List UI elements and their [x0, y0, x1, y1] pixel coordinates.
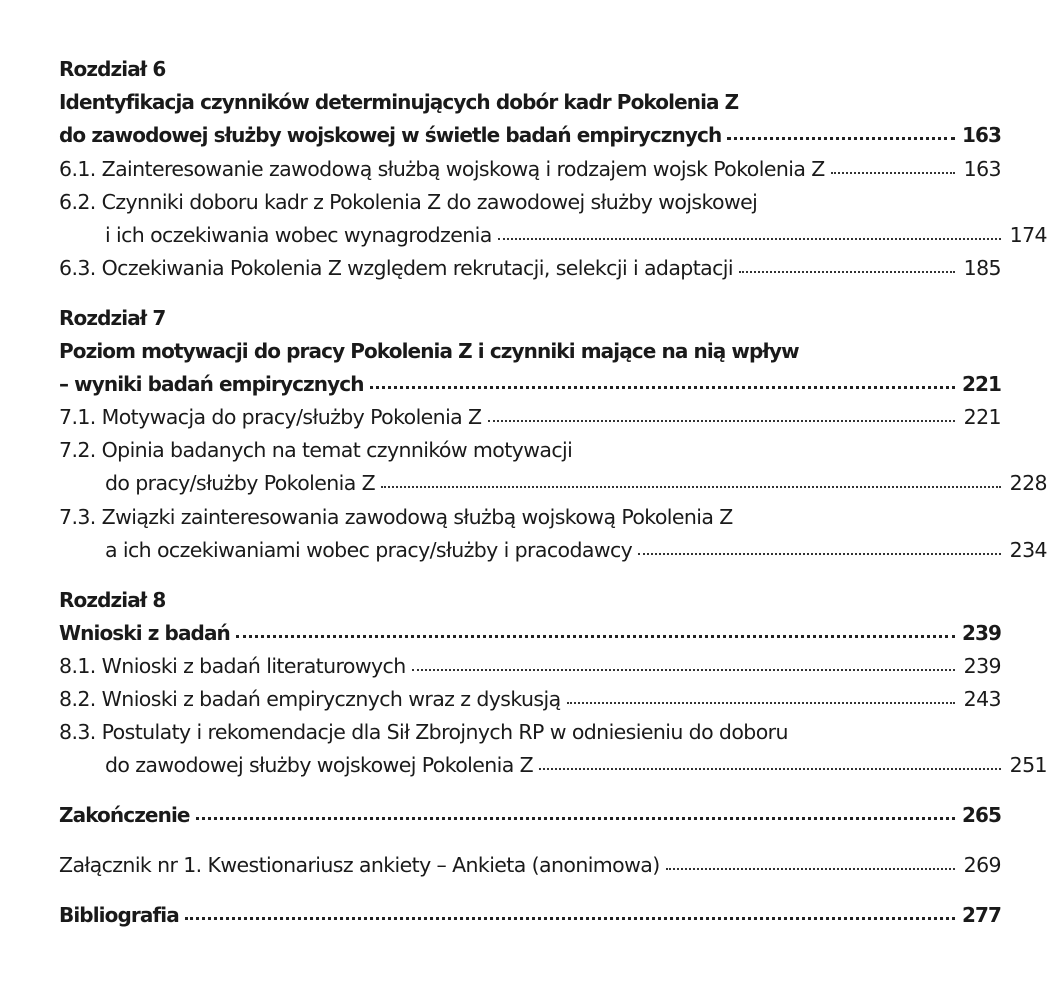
page-number: 221 — [963, 405, 1001, 429]
page-number: 221 — [961, 372, 1001, 396]
dot-leader — [381, 480, 1001, 488]
page-number: 163 — [963, 157, 1001, 181]
chapter-title: Identyfikacja czynników determinujących dobór kadr Pokolenia Z — [59, 90, 739, 114]
dot-leader — [185, 911, 955, 920]
section-entry-continuation[interactable]: do zawodowej służby wojskowej Pokolenia Z 251 — [105, 753, 1047, 777]
dot-leader — [196, 811, 955, 820]
section-number: 7.3. — [59, 505, 96, 529]
dot-leader — [539, 762, 1001, 770]
section-entry-continuation[interactable]: a ich oczekiwaniami wobec pracy/służby i pracodawcy 234 — [105, 538, 1047, 562]
dot-leader — [498, 232, 1001, 240]
dot-leader — [370, 380, 955, 389]
dot-leader — [831, 166, 955, 174]
bibliography-entry[interactable]: Bibliografia 277 — [59, 903, 1001, 927]
section-entry[interactable]: 6.3. Oczekiwania Pokolenia Z względem rekrutacji, selekcji i adaptacji 185 — [59, 256, 1001, 280]
page-number: 269 — [963, 853, 1001, 877]
dot-leader — [567, 696, 955, 704]
section-number: 7.2. — [59, 438, 96, 462]
dot-leader — [739, 265, 955, 273]
page-number: 234 — [1009, 538, 1047, 562]
chapter-title: Poziom motywacji do pracy Pokolenia Z i czynniki mające na nią wpływ — [59, 339, 799, 363]
dot-leader — [727, 131, 955, 140]
section-entry-continuation[interactable]: i ich oczekiwania wobec wynagrodzenia 174 — [105, 223, 1047, 247]
ending-entry[interactable]: Zakończenie 265 — [59, 803, 1001, 827]
section-entry-continuation[interactable]: do pracy/służby Pokolenia Z 228 — [105, 471, 1047, 495]
page-number: 185 — [963, 256, 1001, 280]
page-number: 243 — [963, 687, 1001, 711]
page-number: 228 — [1009, 471, 1047, 495]
section-entry[interactable]: 8.1. Wnioski z badań literaturowych 239 — [59, 654, 1001, 678]
section-number: 6.1. — [59, 157, 96, 181]
section-entry[interactable]: 7.1. Motywacja do pracy/służby Pokolenia Z 221 — [59, 405, 1001, 429]
section-number: 7.1. — [59, 405, 96, 429]
chapter-label: Rozdział 6 — [59, 57, 166, 81]
page-number: 174 — [1009, 223, 1047, 247]
section-entry[interactable]: 6.2. Czynniki doboru kadr z Pokolenia Z do zawodowej służby wojskowej — [59, 190, 758, 214]
chapter-title-entry[interactable]: do zawodowej służby wojskowej w świetle badań empirycznych 163 — [59, 123, 1001, 147]
page-number: 239 — [963, 654, 1001, 678]
page-number: 239 — [961, 621, 1001, 645]
dot-leader — [488, 414, 956, 422]
chapter-title-entry[interactable]: – wyniki badań empirycznych 221 — [59, 372, 1001, 396]
page-number: 251 — [1009, 753, 1047, 777]
section-entry[interactable]: 8.3. Postulaty i rekomendacje dla Sił Zbrojnych RP w odniesieniu do doboru — [59, 720, 788, 744]
chapter-label: Rozdział 8 — [59, 588, 166, 612]
dot-leader — [236, 629, 955, 638]
section-number: 8.1. — [59, 654, 96, 678]
section-number: 8.2. — [59, 687, 96, 711]
dot-leader — [666, 862, 955, 870]
dot-leader — [638, 547, 1001, 555]
section-entry[interactable]: 7.2. Opinia badanych na temat czynników motywacji — [59, 438, 573, 462]
dot-leader — [412, 663, 955, 671]
chapter-label: Rozdział 7 — [59, 306, 166, 330]
section-entry[interactable]: 7.3. Związki zainteresowania zawodową służbą wojskową Pokolenia Z — [59, 505, 733, 529]
section-number: 8.3. — [59, 720, 96, 744]
page-number: 163 — [961, 123, 1001, 147]
chapter-title-entry[interactable]: Wnioski z badań 239 — [59, 621, 1001, 645]
section-number: 6.3. — [59, 256, 96, 280]
section-entry[interactable]: 8.2. Wnioski z badań empirycznych wraz z dyskusją 243 — [59, 687, 1001, 711]
page-number: 277 — [961, 903, 1001, 927]
page-number: 265 — [961, 803, 1001, 827]
section-entry[interactable]: 6.1. Zainteresowanie zawodową służbą wojskową i rodzajem wojsk Pokolenia Z 163 — [59, 157, 1001, 181]
appendix-entry[interactable]: Załącznik nr 1. Kwestionariusz ankiety – Ankieta (anonimowa) 269 — [59, 853, 1001, 877]
section-number: 6.2. — [59, 190, 96, 214]
